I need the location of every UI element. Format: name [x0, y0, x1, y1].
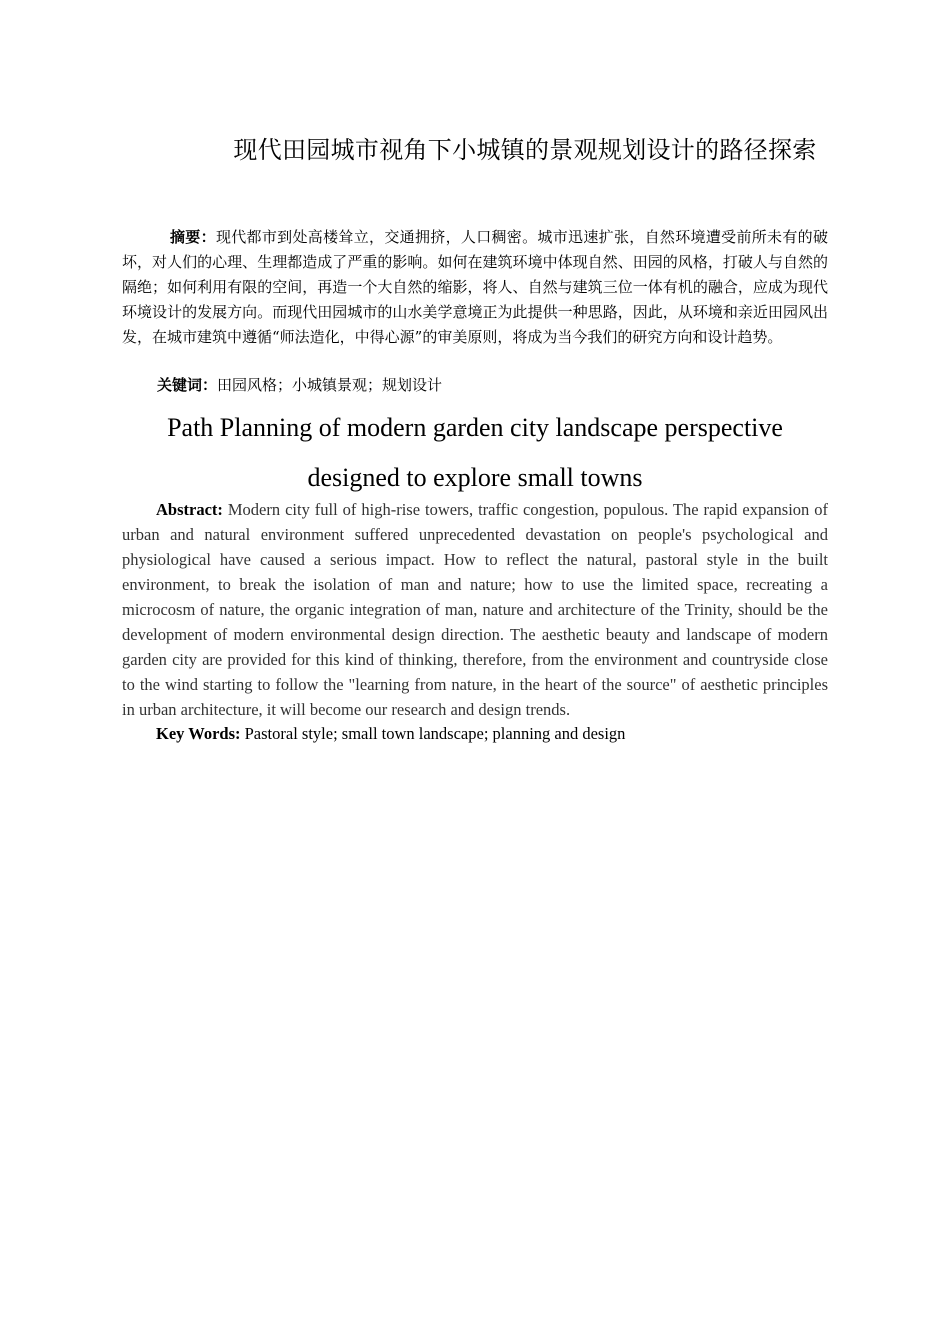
- chinese-keywords-text: 田园风格；小城镇景观；规划设计: [217, 376, 443, 394]
- english-keywords-label: Key Words:: [156, 724, 241, 743]
- chinese-abstract-label: 摘要：: [170, 228, 216, 246]
- chinese-keywords: [157, 373, 827, 398]
- chinese-keywords-label: 关键词：: [157, 376, 218, 394]
- english-keywords-text: Pastoral style; small town landscape; planning and design: [244, 724, 626, 743]
- english-keywords: [156, 721, 826, 746]
- chinese-abstract-text: 现代都市到处高楼耸立，交通拥挤，人口稠密。城市迅速扩张，自然环境遭受前所未有的破坏，对人们的心理、生理都造成了严重的影响。如何在建筑环境中体现自然、田园的风格，打破人与自然的隔绝；如何利用有限的空间，再造一个大自然的缩影，将人、自然与建筑三位一体有机的融合，应成为现代环境设计的发展方向。而现代田园城市的山水美学意境正为此提供一种思路，因此，从环境和亲近田园风出发，在城市建筑中遵循“师法造化，中得心源”的审美原则，将成为当今我们的研究方向和设计趋势。: [122, 228, 828, 346]
- chinese-title: 现代田园城市视角下小城镇的景观规划设计的路径探索: [233, 136, 817, 164]
- english-abstract-label: Abstract:: [156, 500, 223, 519]
- english-abstract-text: Modern city full of high-rise towers, traffic congestion, populous. The rapid expansion of urban and natural environment suffered unprecedented devastation on people's psychological and physiological have caused a serious impact. How to reflect the natural, pastoral style in the built environment, to break the isolation of man and nature; how to use the limited space, recreating a microcosm of nature, the organic integration of man, nature and architecture of the Trinity, should be the development of modern environmental design direction. The aesthetic beauty and landscape of modern garden city are provided for this kind of thinking, therefore, from the environment and countryside close to the wind starting to follow the "learning from nature, in the heart of the source" of aesthetic principles in urban architecture, it will become our research and design trends.: [122, 500, 828, 719]
- chinese-abstract: [122, 225, 828, 350]
- english-title: Path Planning of modern garden city landscape perspective designed to explore small towns: [167, 413, 783, 492]
- english-abstract: [122, 497, 828, 722]
